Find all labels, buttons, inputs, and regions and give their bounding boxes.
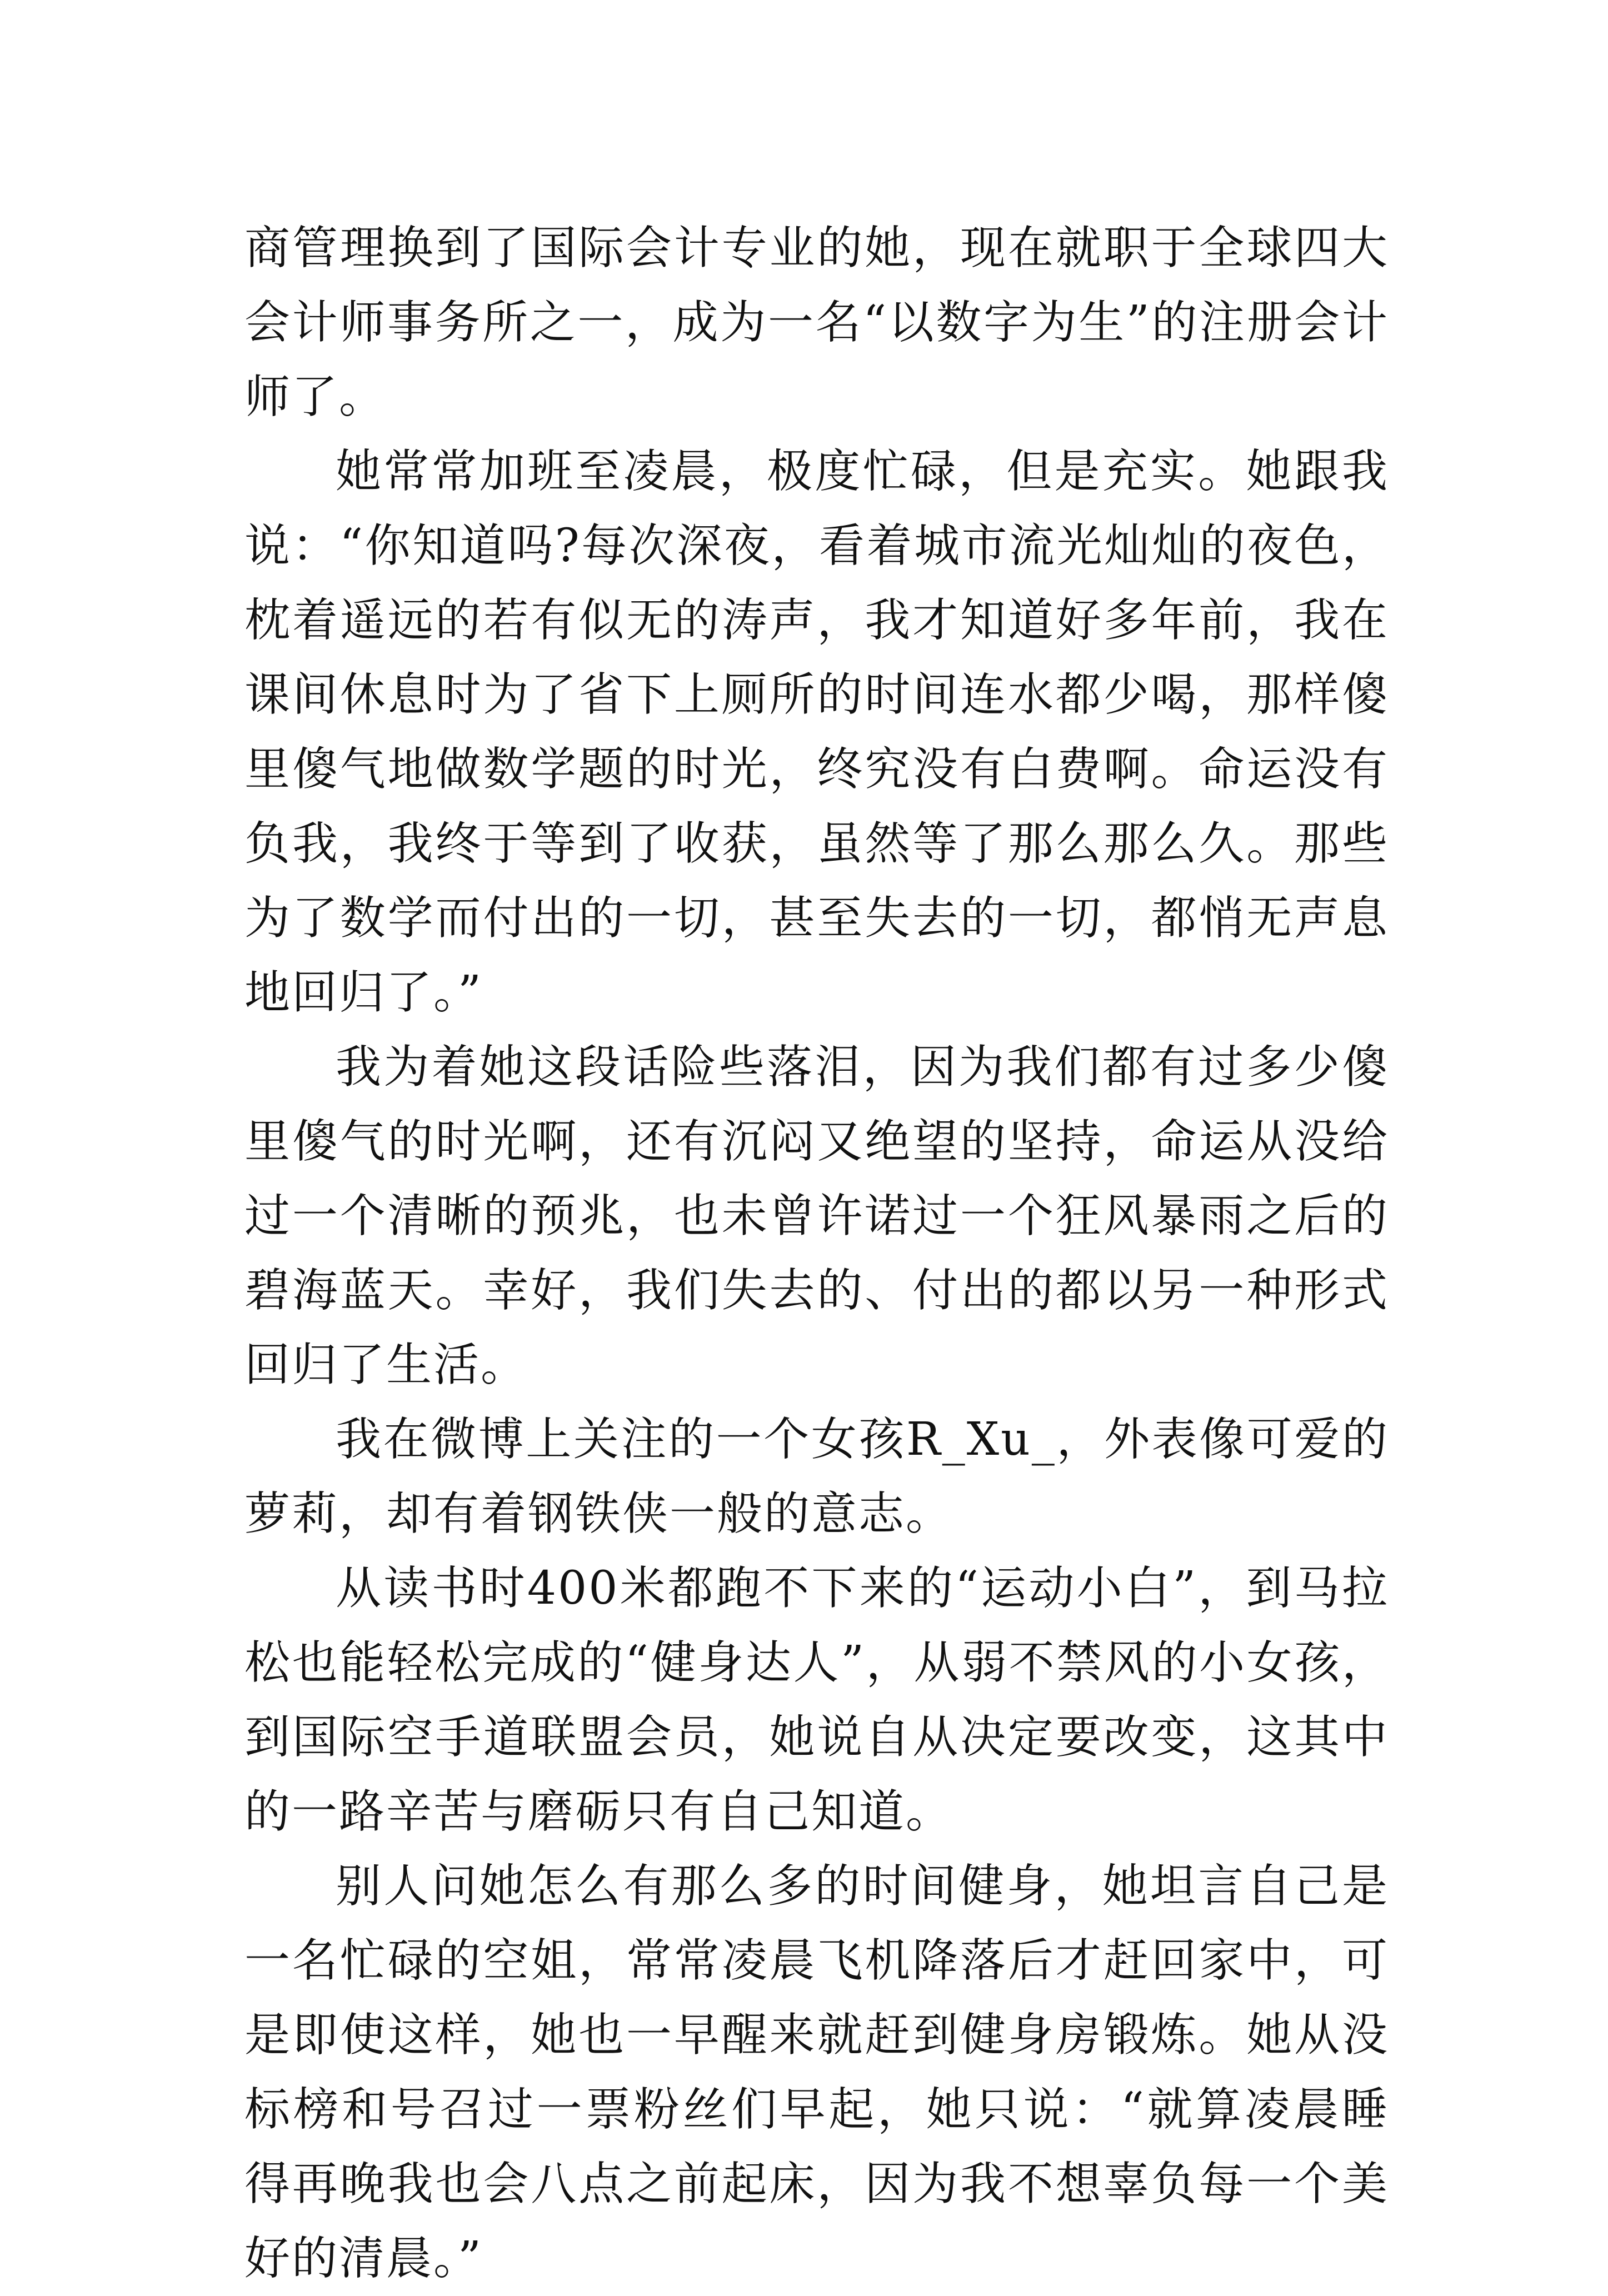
paragraph-weibo-girl: 我在微博上关注的一个女孩R_Xu_，外表像可爱的萝莉，却有着钢铁侠一般的意志。 (244, 1413, 1389, 1540)
paragraph-reflection: 我为着她这段话险些落泪，因为我们都有过多少傻里傻气的时光啊，还有沉闷又绝望的坚持，命运从没给过一个清晰的预兆，也未曾许诺过一个狂风暴雨之后的碧海蓝天。幸好，我们失去的、付出的都以另一种形式回归了生活。 (244, 1041, 1389, 1391)
paragraph-overtime-quote: 她常常加班至凌晨，极度忙碌，但是充实。她跟我说：“你知道吗?每次深夜，看着城市流光灿灿的夜色，枕着遥远的若有似无的涛声，我才知道好多年前，我在课间休息时为了省下上厕所的时间连水都少喝，那样傻里傻气地做数学题的时光，终究没有白费啊。命运没有负我，我终于等到了收获，虽然等了那么那么久。那些为了数学而付出的一切，甚至失去的一切，都悄无声息地回归了。” (244, 445, 1389, 1019)
body-text (244, 211, 1389, 2296)
paragraph-early-morning: 别人问她怎么有那么多的时间健身，她坦言自己是一名忙碌的空姐，常常凌晨飞机降落后才赶回家中，可是即使这样，她也一早醒来就赶到健身房锻炼。她从没标榜和号召过一票粉丝们早起，她只说：“就算凌晨睡得再晚我也会八点之前起床，因为我不想辜负每一个美好的清晨。” (244, 1860, 1389, 2285)
paragraph-fitness-change: 从读书时400米都跑不下来的“运动小白”，到马拉松也能轻松完成的“健身达人”，从弱不禁风的小女孩，到国际空手道联盟会员，她说自从决定要改变，这其中的一路辛苦与磨砺只有自己知道。 (244, 1562, 1389, 1838)
paragraph-continued: 商管理换到了国际会计专业的她，现在就职于全球四大会计师事务所之一，成为一名“以数字为生”的注册会计师了。 (244, 222, 1389, 423)
